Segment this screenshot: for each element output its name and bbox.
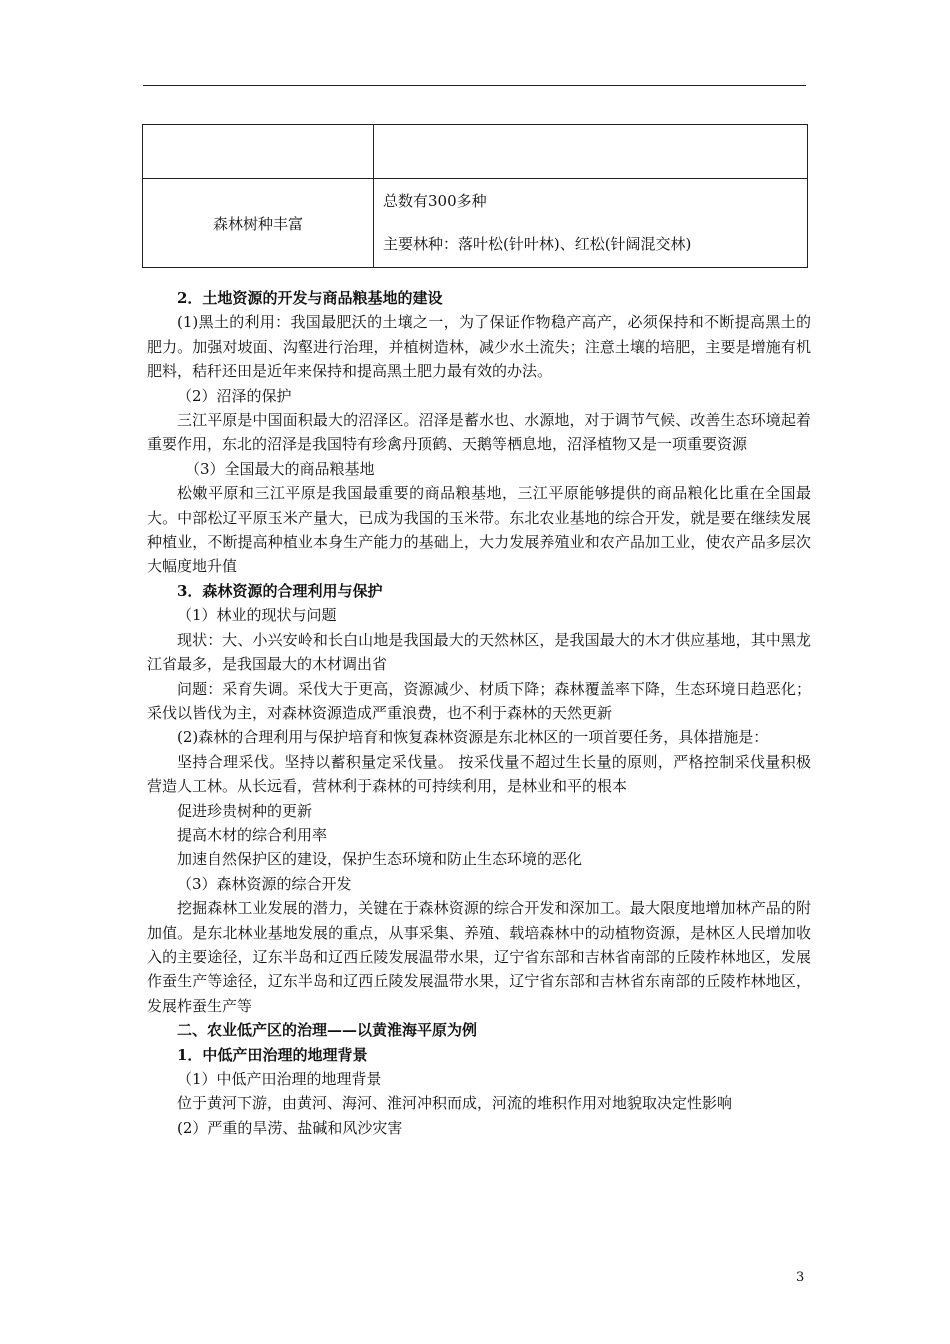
- subheading: （1）中低产田治理的地理背景: [177, 1070, 382, 1088]
- document-body: [147, 286, 811, 1140]
- paragraph: 加速自然保护区的建设，保护生态环境和防止生态环境的恶化: [177, 850, 583, 869]
- info-table: [142, 124, 808, 268]
- section-heading: 3．森林资源的合理利用与保护: [177, 581, 383, 600]
- page-number: 3: [796, 1270, 805, 1285]
- section-heading: 2．土地资源的开发与商品粮基地的建设: [177, 289, 443, 307]
- section-heading: 二、农业低产区的治理——以黄淮海平原为例: [177, 1021, 478, 1040]
- table-row: [143, 125, 808, 179]
- paragraph: 现状：大、小兴安岭和长白山地是我国最大的天然林区，是我国最大的木才供应基地，其中黑龙江省最多，是我国最大的木材调出省: [147, 630, 811, 674]
- section-heading: 1．中低产田治理的地理背景: [177, 1045, 368, 1064]
- header-rule: [143, 85, 806, 86]
- table-cell-detail: [374, 179, 808, 268]
- paragraph: (2)森林的合理利用与保护培育和恢复森林资源是东北林区的一项首要任务，具体措施是：: [177, 728, 769, 747]
- paragraph: 促进珍贵树种的更新: [177, 801, 313, 820]
- paragraph: 挖掘森林工业发展的潜力，关键在于森林资源的综合开发和深加工。最大限度地增加林产品的附加值。是东北林业基地发展的重点，从事采集、养殖、载培森林中的动植物资源，是林区人民增加收入的主要途径，辽东半岛和辽西丘陵发展温带水果，辽宁省东部和吉林省南部的丘陵柞林地区，发展作蚕生产等途径，辽东半岛和辽西丘陵发展温带水果，辽宁省东部和吉林省东南部的丘陵柞林地区，发展柞蚕生产等: [147, 899, 811, 1015]
- paragraph: 松嫩平原和三江平原是我国最重要的商品粮基地，三江平原能够提供的商品粮化比重在全国最大。中部松辽平原玉米产量大，已成为我国的玉米带。东北农业基地的综合开发，就是要在继续发展种植业，不断提高种植业本身生产能力的基础上，大力发展养殖业和农产品加工业，使农产品多层次大幅度地升值: [147, 484, 811, 576]
- table-cell-label: 森林树种丰富: [143, 179, 374, 268]
- table-cell-detail: [374, 125, 808, 179]
- paragraph: 坚持合理采伐。坚持以蓄积量定采伐量。 按采伐量不超过生长量的原则，严格控制采伐量积极营造人工林。从长远看，营林利于森林的可持续利用，是林业和平的根本: [147, 752, 811, 796]
- paragraph: (1)黑土的利用：我国最肥沃的土壤之一，为了保证作物稳产高产，必须保持和不断提高黑土的肥力。加强对坡面、沟壑进行治理，并植树造林，减少水土流失；注意土壤的培肥，主要是增施有机肥料，秸秆还田是近年来保持和提高黑土肥力最有效的办法。: [147, 313, 811, 381]
- paragraph: 位于黄河下游，由黄河、海河、淮河冲积而成，河流的堆积作用对地貌取决定性影响: [177, 1094, 733, 1113]
- detail-line: 主要林种：落叶松(针叶林)、红松(针阔混交林): [383, 235, 692, 253]
- paragraph: 问题：采育失调。采伐大于更高，资源减少、材质下降；森林覆盖率下降，生态环境日趋恶化；采伐以皆伐为主，对森林资源造成严重浪费，也不利于森林的天然更新: [147, 679, 811, 722]
- detail-line: 总数有300多种: [383, 192, 487, 210]
- subheading: （3）森林资源的综合开发: [177, 874, 352, 893]
- table-row: [143, 179, 808, 268]
- subheading: （2）沼泽的保护: [177, 386, 292, 405]
- subheading: (2）严重的旱涝、盐碱和风沙灾害: [177, 1118, 403, 1137]
- paragraph: 提高木材的综合利用率: [177, 825, 328, 844]
- subheading: （1）林业的现状与问题: [177, 606, 337, 625]
- paragraph: 三江平原是中国面积最大的沼泽区。沼泽是蓄水也、水源地，对于调节气候、改善生态环境起着重要作用，东北的沼泽是我国特有珍禽丹顶鹤、天鹅等栖息地，沼泽植物又是一项重要资源: [147, 411, 811, 454]
- table-cell-label: [143, 125, 374, 179]
- subheading: （3）全国最大的商品粮基地: [185, 459, 375, 478]
